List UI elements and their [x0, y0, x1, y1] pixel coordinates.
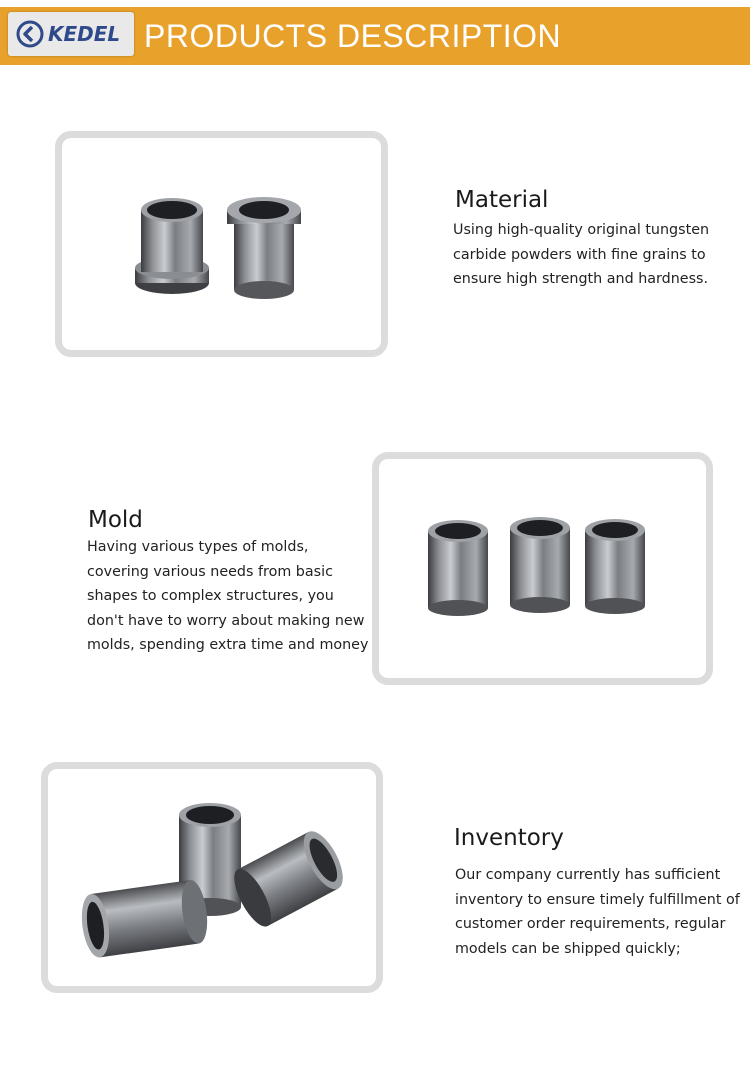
three-bushings-image: [379, 459, 706, 678]
section-text-inventory: [455, 863, 747, 961]
product-image-inventory: [41, 762, 383, 993]
brand-logo: [8, 12, 134, 56]
text-line: Using high-quality original tungsten: [453, 222, 710, 238]
text-line: inventory to ensure timely fulfillment of: [455, 891, 740, 908]
flanged-bushings-image: [62, 138, 381, 350]
text-line: don't have to worry about making new: [87, 612, 365, 629]
text-line: shapes to complex structures, you: [87, 588, 334, 604]
section-text-material: [453, 218, 743, 292]
section-text-mold: [87, 535, 372, 658]
section-title-mold: Mold: [88, 507, 143, 533]
product-image-material: [55, 131, 388, 357]
logo-text: KEDEL: [48, 22, 121, 46]
text-line: models can be shipped quickly;: [455, 940, 681, 957]
text-line: molds, spending extra time and money: [87, 637, 369, 653]
page-title: PRODUCTS DESCRIPTION: [144, 18, 562, 54]
section-title-material: Material: [455, 187, 549, 213]
text-line: Having various types of molds,: [87, 539, 309, 555]
text-line: ensure high strength and hardness.: [453, 271, 709, 287]
section-title-inventory: Inventory: [454, 825, 564, 851]
scattered-bushings-image: [48, 769, 376, 986]
header-bar: [0, 7, 750, 65]
text-line: Our company currently has sufficient: [455, 867, 721, 883]
text-line: customer order requirements, regular: [455, 916, 726, 932]
text-line: covering various needs from basic: [87, 563, 333, 580]
text-line: carbide powders with fine grains to: [453, 246, 706, 263]
logo-arrow-icon: [16, 20, 44, 48]
product-image-mold: [372, 452, 713, 685]
